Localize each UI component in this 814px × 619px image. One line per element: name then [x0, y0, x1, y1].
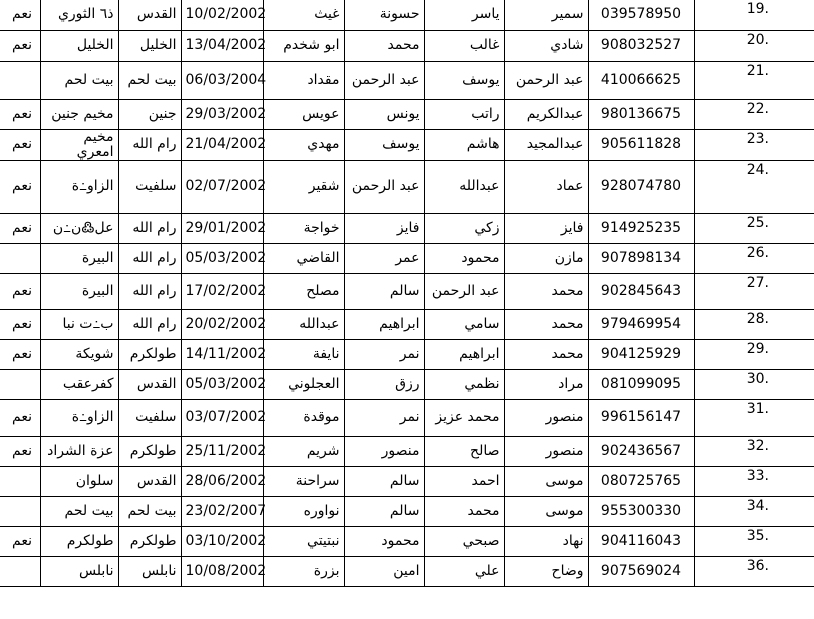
city-cell: رام الله — [118, 309, 181, 339]
table-row — [0, 99, 814, 129]
father-name-cell: سامي — [424, 309, 504, 339]
city-cell: طولكرم — [118, 339, 181, 369]
grandfather-name-cell: نمر — [344, 399, 424, 436]
date-cell: 05/03/2002 — [181, 369, 263, 399]
father-name-cell: صالح — [424, 436, 504, 466]
answer-cell: نعم — [0, 339, 40, 369]
locality-cell: شويكة — [40, 339, 118, 369]
date-cell: 03/07/2002 — [181, 399, 263, 436]
grandfather-name-cell: منصور — [344, 436, 424, 466]
first-name-cell: عبدالكريم — [504, 99, 588, 129]
city-cell: بيت لحم — [118, 496, 181, 526]
family-name-cell: موقدة — [263, 399, 344, 436]
first-name-cell: عبدالمجيد — [504, 129, 588, 160]
id-number-cell: 996156147 — [588, 399, 694, 436]
locality-cell: سلوان — [40, 466, 118, 496]
first-name-cell: مازن — [504, 243, 588, 273]
father-name-cell: عبدالله — [424, 160, 504, 213]
locality-cell: عزة الشراد — [40, 436, 118, 466]
grandfather-name-cell: فايز — [344, 213, 424, 243]
date-cell: 03/10/2002 — [181, 526, 263, 556]
table-row — [0, 309, 814, 339]
family-name-cell: شقير — [263, 160, 344, 213]
row-number-cell: 33. — [694, 466, 814, 496]
father-name-cell: عبد الرحمن — [424, 273, 504, 309]
city-cell: رام الله — [118, 129, 181, 160]
date-cell: 14/11/2002 — [181, 339, 263, 369]
city-cell: القدس — [118, 466, 181, 496]
father-name-cell: نظمي — [424, 369, 504, 399]
grandfather-name-cell: محمد — [344, 30, 424, 61]
first-name-cell: عبد الرحمن — [504, 61, 588, 99]
father-name-cell: غالب — [424, 30, 504, 61]
locality-cell: كفرعقب — [40, 369, 118, 399]
table-row — [0, 243, 814, 273]
answer-cell: نعم — [0, 0, 40, 30]
family-name-cell: ابو شخدم — [263, 30, 344, 61]
id-number-cell: 907569024 — [588, 556, 694, 586]
family-name-cell: مصلح — [263, 273, 344, 309]
city-cell: بيت لحم — [118, 61, 181, 99]
city-cell: طولكرم — [118, 436, 181, 466]
row-number-cell: 24. — [694, 160, 814, 213]
answer-cell: نعم — [0, 160, 40, 213]
first-name-cell: موسى — [504, 496, 588, 526]
answer-cell: نعم — [0, 399, 40, 436]
answer-cell: نعم — [0, 436, 40, 466]
date-cell: 23/02/2007 — [181, 496, 263, 526]
answer-cell: نعم — [0, 273, 40, 309]
answer-cell — [0, 243, 40, 273]
id-number-cell: 907898134 — [588, 243, 694, 273]
grandfather-name-cell: يونس — [344, 99, 424, 129]
first-name-cell: موسى — [504, 466, 588, 496]
grandfather-name-cell: رزق — [344, 369, 424, 399]
locality-cell: ب߸ت نبا — [40, 309, 118, 339]
family-name-cell: غيث — [263, 0, 344, 30]
locality-cell: نابلس — [40, 556, 118, 586]
city-cell: رام الله — [118, 213, 181, 243]
row-number-cell: 26. — [694, 243, 814, 273]
first-name-cell: منصور — [504, 399, 588, 436]
city-cell: الخليل — [118, 30, 181, 61]
first-name-cell: محمد — [504, 273, 588, 309]
father-name-cell: محمود — [424, 243, 504, 273]
family-name-cell: العجلوني — [263, 369, 344, 399]
family-name-cell: نايفة — [263, 339, 344, 369]
date-cell: 29/03/2002 — [181, 99, 263, 129]
locality-cell: الزاو߸ة — [40, 160, 118, 213]
city-cell: سلفيت — [118, 160, 181, 213]
grandfather-name-cell: يوسف — [344, 129, 424, 160]
id-number-cell: 908032527 — [588, 30, 694, 61]
row-number-cell: 34. — [694, 496, 814, 526]
family-name-cell: القاضي — [263, 243, 344, 273]
grandfather-name-cell: عبد الرحمن — [344, 61, 424, 99]
row-number-cell: 32. — [694, 436, 814, 466]
locality-cell: البيرة — [40, 243, 118, 273]
city-cell: رام الله — [118, 243, 181, 273]
first-name-cell: وضاح — [504, 556, 588, 586]
answer-cell: نعم — [0, 526, 40, 556]
family-name-cell: بزرة — [263, 556, 344, 586]
date-cell: 10/02/2002 — [181, 0, 263, 30]
father-name-cell: احمد — [424, 466, 504, 496]
locality-cell: بيت لحم — [40, 496, 118, 526]
family-name-cell: مقداد — [263, 61, 344, 99]
id-number-cell: 039578950 — [588, 0, 694, 30]
grandfather-name-cell: نمر — [344, 339, 424, 369]
id-number-cell: 904125929 — [588, 339, 694, 369]
date-cell: 20/02/2002 — [181, 309, 263, 339]
answer-cell — [0, 496, 40, 526]
row-number-cell: 35. — [694, 526, 814, 556]
answer-cell — [0, 369, 40, 399]
locality-cell: الزاو߸ة — [40, 399, 118, 436]
first-name-cell: سمير — [504, 0, 588, 30]
answer-cell — [0, 61, 40, 99]
first-name-cell: مراد — [504, 369, 588, 399]
date-cell: 10/08/2002 — [181, 556, 263, 586]
first-name-cell: عماد — [504, 160, 588, 213]
id-number-cell: 905611828 — [588, 129, 694, 160]
table-row — [0, 399, 814, 436]
date-cell: 25/11/2002 — [181, 436, 263, 466]
table-row — [0, 0, 814, 30]
father-name-cell: ابراهيم — [424, 339, 504, 369]
first-name-cell: نهاد — [504, 526, 588, 556]
table-row — [0, 436, 814, 466]
locality-cell: بيت لحم — [40, 61, 118, 99]
id-number-cell: 904116043 — [588, 526, 694, 556]
id-number-cell: 914925235 — [588, 213, 694, 243]
id-number-cell: 955300330 — [588, 496, 694, 526]
family-name-cell: سراحنة — [263, 466, 344, 496]
row-number-cell: 30. — [694, 369, 814, 399]
table-row — [0, 213, 814, 243]
date-cell: 05/03/2002 — [181, 243, 263, 273]
father-name-cell: صبحي — [424, 526, 504, 556]
grandfather-name-cell: عبد الرحمن — [344, 160, 424, 213]
first-name-cell: فايز — [504, 213, 588, 243]
locality-cell: مخيم امعري — [40, 129, 118, 160]
first-name-cell: منصور — [504, 436, 588, 466]
first-name-cell: محمد — [504, 309, 588, 339]
date-cell: 02/07/2002 — [181, 160, 263, 213]
first-name-cell: شادي — [504, 30, 588, 61]
family-name-cell: نواوره — [263, 496, 344, 526]
table-row — [0, 273, 814, 309]
id-number-cell: 979469954 — [588, 309, 694, 339]
grandfather-name-cell: سالم — [344, 466, 424, 496]
father-name-cell: يوسف — [424, 61, 504, 99]
date-cell: 29/01/2002 — [181, 213, 263, 243]
table-row — [0, 129, 814, 160]
first-name-cell: محمد — [504, 339, 588, 369]
table-row — [0, 339, 814, 369]
row-number-cell: 29. — [694, 339, 814, 369]
father-name-cell: زكي — [424, 213, 504, 243]
locality-cell: ذ٦ الثوري — [40, 0, 118, 30]
family-name-cell: عبدالله — [263, 309, 344, 339]
grandfather-name-cell: سالم — [344, 273, 424, 309]
grandfather-name-cell: حسونة — [344, 0, 424, 30]
row-number-cell: 25. — [694, 213, 814, 243]
table-row — [0, 496, 814, 526]
answer-cell: نعم — [0, 213, 40, 243]
city-cell: القدس — [118, 0, 181, 30]
row-number-cell: 27. — [694, 273, 814, 309]
table-row — [0, 526, 814, 556]
family-name-cell: مهدي — [263, 129, 344, 160]
id-number-cell: 902436567 — [588, 436, 694, 466]
family-name-cell: خواجة — [263, 213, 344, 243]
row-number-cell: 19. — [694, 0, 814, 30]
father-name-cell: محمد عزيز — [424, 399, 504, 436]
city-cell: جنين — [118, 99, 181, 129]
locality-cell: طولكرم — [40, 526, 118, 556]
date-cell: 13/04/2002 — [181, 30, 263, 61]
row-number-cell: 20. — [694, 30, 814, 61]
answer-cell: نعم — [0, 30, 40, 61]
father-name-cell: راتب — [424, 99, 504, 129]
city-cell: سلفيت — [118, 399, 181, 436]
grandfather-name-cell: محمود — [344, 526, 424, 556]
date-cell: 28/06/2002 — [181, 466, 263, 496]
family-name-cell: شريم — [263, 436, 344, 466]
answer-cell — [0, 466, 40, 496]
city-cell: القدس — [118, 369, 181, 399]
row-number-cell: 22. — [694, 99, 814, 129]
father-name-cell: علي — [424, 556, 504, 586]
locality-cell: البيرة — [40, 273, 118, 309]
family-name-cell: عويس — [263, 99, 344, 129]
father-name-cell: محمد — [424, 496, 504, 526]
row-number-cell: 31. — [694, 399, 814, 436]
father-name-cell: هاشم — [424, 129, 504, 160]
city-cell: نابلس — [118, 556, 181, 586]
answer-cell — [0, 556, 40, 586]
row-number-cell: 28. — [694, 309, 814, 339]
id-number-cell: 928074780 — [588, 160, 694, 213]
table-row — [0, 556, 814, 586]
locality-cell: الخليل — [40, 30, 118, 61]
id-number-cell: 980136675 — [588, 99, 694, 129]
father-name-cell: ياسر — [424, 0, 504, 30]
grandfather-name-cell: عمر — [344, 243, 424, 273]
table-row — [0, 369, 814, 399]
row-number-cell: 21. — [694, 61, 814, 99]
answer-cell: نعم — [0, 99, 40, 129]
table-row — [0, 30, 814, 61]
row-number-cell: 23. — [694, 129, 814, 160]
table-row — [0, 61, 814, 99]
table-row — [0, 466, 814, 496]
locality-cell: عل߷ن߸ن — [40, 213, 118, 243]
answer-cell: نعم — [0, 129, 40, 160]
grandfather-name-cell: امين — [344, 556, 424, 586]
locality-cell: مخيم جنين — [40, 99, 118, 129]
answer-cell: نعم — [0, 309, 40, 339]
date-cell: 17/02/2002 — [181, 273, 263, 309]
grandfather-name-cell: ابراهيم — [344, 309, 424, 339]
city-cell: طولكرم — [118, 526, 181, 556]
row-number-cell: 36. — [694, 556, 814, 586]
grandfather-name-cell: سالم — [344, 496, 424, 526]
id-number-cell: 410066625 — [588, 61, 694, 99]
id-number-cell: 081099095 — [588, 369, 694, 399]
date-cell: 21/04/2002 — [181, 129, 263, 160]
date-cell: 06/03/2004 — [181, 61, 263, 99]
id-number-cell: 902845643 — [588, 273, 694, 309]
id-number-cell: 080725765 — [588, 466, 694, 496]
family-name-cell: نبتيتي — [263, 526, 344, 556]
table-row — [0, 160, 814, 213]
city-cell: رام الله — [118, 273, 181, 309]
